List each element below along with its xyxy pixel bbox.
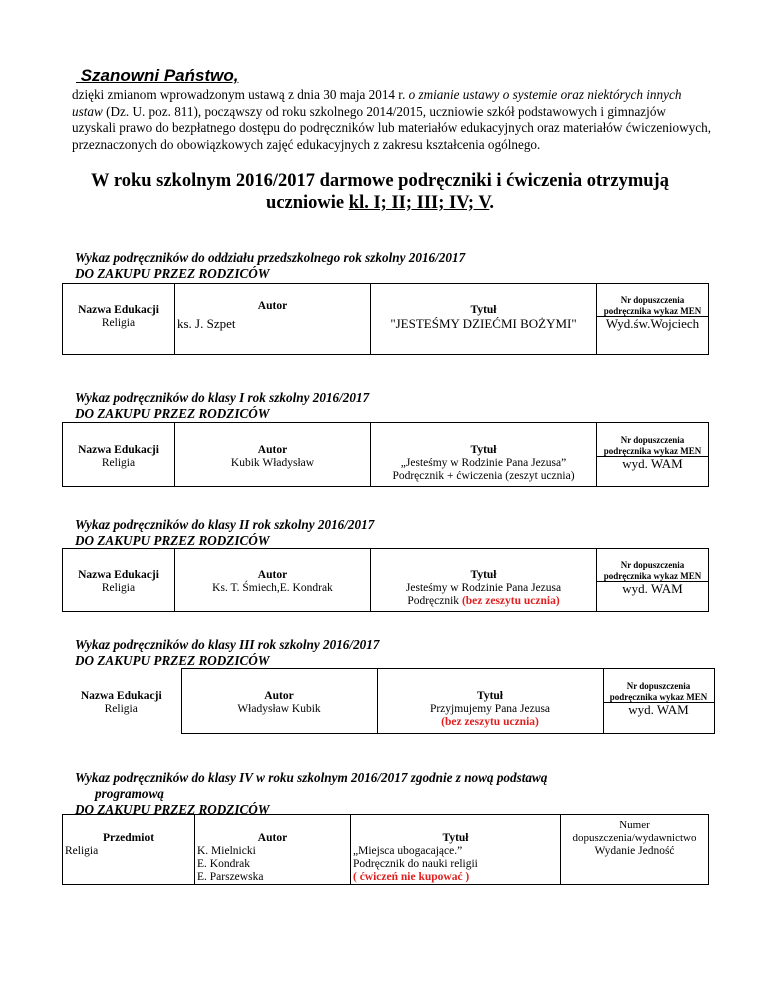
cell-title-line-2: Podręcznik do nauki religii xyxy=(353,857,478,870)
author-2: E. Kondrak xyxy=(197,857,251,870)
cell-author xyxy=(195,845,351,885)
cell-title-note: (bez zeszytu ucznia) xyxy=(441,715,539,728)
cell-title xyxy=(371,582,597,612)
header-subject: Nazwa Edukacji xyxy=(63,423,175,457)
cell-title-line-1: Przyjmujemy Pana Jezusa xyxy=(429,702,551,715)
table-header-row xyxy=(63,284,709,317)
headline-classes: kl. I; II; III; IV; V xyxy=(348,193,490,213)
header-number: Nr dopuszczenia podręcznika wykaz MEN xyxy=(597,284,709,317)
section-title-purchase: DO ZAKUPU PRZEZ RODZICÓW xyxy=(75,653,270,668)
header-title: Tytuł xyxy=(371,423,597,457)
section-title-line: Wykaz podręczników do klasy I rok szkolny 2016/2017 xyxy=(75,390,370,405)
cell-number: Wydanie Jedność xyxy=(561,845,709,885)
cell-title xyxy=(377,703,603,734)
section-title-purchase: DO ZAKUPU PRZEZ RODZICÓW xyxy=(75,533,270,548)
cell-title-line-1: Jesteśmy w Rodzinie Pana Jezusa xyxy=(405,581,562,594)
header-subject: Nazwa Edukacji xyxy=(62,669,181,703)
table-row xyxy=(63,582,709,612)
section-title-purchase: DO ZAKUPU PRZEZ RODZICÓW xyxy=(75,802,270,817)
intro-paragraph xyxy=(72,87,712,153)
cell-subject: Religia xyxy=(63,845,195,885)
section-title-purchase: DO ZAKUPU PRZEZ RODZICÓW xyxy=(75,266,270,281)
author-3: E. Parszewska xyxy=(197,870,264,883)
header-author: Autor xyxy=(181,669,377,703)
table-header-row xyxy=(63,549,709,582)
cell-number: wyd. WAM xyxy=(603,703,714,734)
header-subject: Nazwa Edukacji xyxy=(63,284,175,317)
header-subject: Nazwa Edukacji xyxy=(63,549,175,582)
cell-author: Władysław Kubik xyxy=(181,703,377,734)
table-class-4 xyxy=(62,814,709,885)
headline-prefix: uczniowie xyxy=(266,193,349,213)
section-title-line-2: programową xyxy=(95,786,164,801)
cell-number: wyd. WAM xyxy=(597,582,709,612)
table-row xyxy=(63,457,709,487)
headline xyxy=(70,170,690,214)
headline-suffix: . xyxy=(489,193,494,213)
table-preschool xyxy=(62,283,709,355)
cell-subject: Religia xyxy=(63,582,175,612)
cell-title-line-1: „Jesteśmy w Rodzinie Pana Jezusa” xyxy=(400,456,567,469)
cell-subject: Religia xyxy=(62,703,181,734)
cell-author: ks. J. Szpet xyxy=(175,317,371,355)
cell-title xyxy=(351,845,561,885)
cell-title-line-2 xyxy=(373,595,594,608)
cell-title-line-2: Podręcznik + ćwiczenia (zeszyt ucznia) xyxy=(392,469,575,482)
header-author: Autor xyxy=(175,549,371,582)
header-number: Nr dopuszczenia podręcznika wykaz MEN xyxy=(597,423,709,457)
section-title-class-3 xyxy=(75,637,379,669)
header-number: Nr dopuszczenia podręcznika wykaz MEN xyxy=(597,549,709,582)
table-header-row xyxy=(63,815,709,845)
section-title-class-1 xyxy=(75,390,369,422)
cell-title-note: (bez zeszytu ucznia) xyxy=(461,594,560,607)
header-author: Autor xyxy=(195,815,351,845)
headline-line-1: W roku szkolnym 2016/2017 darmowe podręczniki i ćwiczenia otrzymują xyxy=(91,171,669,191)
cell-number: Wyd.św.Wojciech xyxy=(597,317,709,355)
table-row xyxy=(63,845,709,885)
table-row xyxy=(62,703,714,734)
header-author: Autor xyxy=(175,423,371,457)
intro-text-1: dzięki zmianom wprowadzonym ustawą z dnia 30 maja 2014 r. xyxy=(72,87,409,102)
cell-title-note: ( ćwiczeń nie kupować ) xyxy=(353,870,470,883)
intro-text-2: (Dz. U. poz. 811), począwszy od roku szkolnego 2014/2015, uczniowie szkół podstawowych i gimnazjów uzyskali prawo do bezpłatnego dostępu do podręczników lub materiałów edukacyjnych oraz materiałów ćwiczeniowych, przeznaczonych do obowiązkowych zajęć edukacyjnych z zakresu kształcenia ogólnego. xyxy=(72,103,712,152)
section-title-line: Wykaz podręczników do klasy III rok szkolny 2016/2017 xyxy=(75,637,380,652)
section-title-line: Wykaz podręczników do klasy IV w roku szkolnym 2016/2017 zgodnie z nową podstawą xyxy=(75,770,548,785)
section-title-purchase: DO ZAKUPU PRZEZ RODZICÓW xyxy=(75,406,270,421)
author-1: K. Mielnicki xyxy=(197,844,256,857)
header-author: Autor xyxy=(175,284,371,317)
table-header-row xyxy=(63,423,709,457)
header-title: Tytuł xyxy=(371,549,597,582)
cell-subject: Religia xyxy=(63,317,175,355)
header-subject: Przedmiot xyxy=(63,815,195,845)
cell-author: Ks. T. Śmiech,E. Kondrak xyxy=(175,582,371,612)
cell-number: wyd. WAM xyxy=(597,457,709,487)
greeting: Szanowni Państwo, xyxy=(76,66,239,85)
section-title-line: Wykaz podręczników do oddziału przedszkolnego rok szkolny 2016/2017 xyxy=(75,250,466,265)
cell-title-text: Podręcznik xyxy=(407,594,462,607)
table-row xyxy=(63,317,709,355)
section-title-line: Wykaz podręczników do klasy II rok szkolny 2016/2017 xyxy=(75,517,375,532)
table-class-3 xyxy=(62,668,715,734)
table-class-2 xyxy=(62,548,709,612)
header-number: Nr dopuszczenia podręcznika wykaz MEN xyxy=(603,669,714,703)
cell-title: "JESTEŚMY DZIEĆMI BOŻYMI" xyxy=(371,317,597,355)
section-title-preschool xyxy=(75,250,465,282)
cell-title-line-1: „Miejsca ubogacające.” xyxy=(353,844,463,857)
table-class-1 xyxy=(62,422,709,487)
headline-line-2 xyxy=(70,192,690,214)
header-number: Numer dopuszczenia/wydawnictwo xyxy=(561,815,709,845)
section-title-class-4 xyxy=(75,770,547,818)
table-header-row xyxy=(62,669,714,703)
cell-title xyxy=(371,457,597,487)
header-title: Tytuł xyxy=(377,669,603,703)
cell-author: Kubik Władysław xyxy=(175,457,371,487)
intro-law-title: o zmianie ustawy o systemie oraz niektórych innych ustaw xyxy=(72,87,682,119)
section-title-class-2 xyxy=(75,517,374,549)
header-title: Tytuł xyxy=(351,815,561,845)
header-title: Tytuł xyxy=(371,284,597,317)
cell-subject: Religia xyxy=(63,457,175,487)
